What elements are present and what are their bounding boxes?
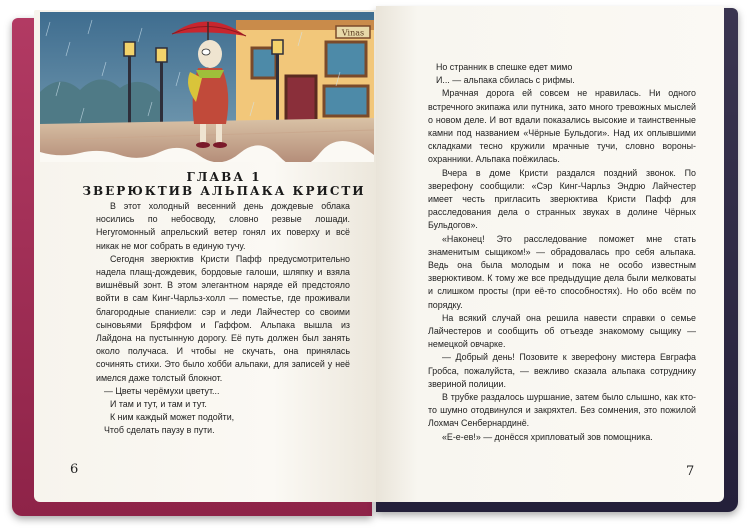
page-number-right: 7 [686,464,695,479]
page-number-left: 6 [70,462,79,477]
paragraph: Сегодня зверюктив Кристи Пафф предусмотрительно надела плащ-дождевик, бордовые галоши, шляпку и взяла вишнёвый зонт. В этом элегантном наряде ей предстояло войти в сам Кинг-Чарльз-холл — поместье, где проживали благородные спаниели: сэр и леди Лайчестер со своими сыновьями Бряффом и Гаффом. Альпака вышла из Лайдона на пустынную дорогу. Её путь должен был занять около получаса. И чтобы не скучать, она принялась сочинять стихи. Это было хобби альпаки, для записей у неё имелся даже толстый блокнот. [96,253,350,383]
verse-line: К ним каждый может подойти, [110,412,235,423]
paragraph: «Наконец! Это расследование поможет мне стать знаменитым сыщиком!» — обрадовалась про себя альпака. Ведь она была молодым и пока не особо известным зверюктивом. К тому же все предыдущие дела были мелковаты и слишком просты (при её-то способностях). Но обо всём по порядку. [428,233,696,310]
open-book [4,4,746,520]
verse-line: Чтоб сделать паузу в пути. [104,425,215,436]
left-page-text [96,200,350,438]
verse-line: Но странник в спешке едет мимо [436,62,573,72]
verse-line: И... — альпака сбилась с рифмы. [436,75,575,86]
chapter-illustration [40,12,374,162]
verse-line: — Цветы черёмухи цветут... [104,385,220,396]
right-page-text [428,61,696,444]
paragraph: В этот холодный весенний день дождевые облака носились по небосводу, словно резвые лошади. Негугомонный апрельский ветер гонял их поверху и всё никак не мог собрать в единую тучу. [96,201,350,251]
paragraph: Вчера в доме Кристи раздался поздний звонок. По зверефону сообщили: «Сэр Кинг-Чарльз Эндрю Лайчестер имеет честь пригласить зверюктива Кристи Пафф для расследования дела о странных звуках в долине Чёрных Бульдогов». [428,167,696,231]
paragraph: Мрачная дорога ей совсем не нравилась. Ни одного встречного экипажа или путника, зато много тревожных мыслей о новом деле. И вот вдали показались высокие и таинственные камни под названием «Чёрные Бульдоги». Над их оплывшими складками тесно кружили мрачные тучи, словно вороны-охранники. Альпака поёжилась. [428,88,696,165]
verse-line: И там и тут, и там и тут. [110,399,207,410]
paragraph: На всякий случай она решила навести справки о семье Лайчестеров и сообщить об отъезде знакомому сыщику — немецкой овчарке. [428,312,696,350]
chapter-title: ЗВЕРЮКТИВ АЛЬПАКА КРИСТИ [82,184,366,198]
paragraph: В трубке раздалось шуршание, затем было слышно, как кто-то шумно отодвинулся и закряхтел. Без сомнения, это пожилой Лохмач Сенбернардинё. [428,392,696,429]
sign-text: Vinas [341,28,365,38]
paragraph: «Е-е-ев!» — донёсся хрипловатый зов помощника. [442,431,653,442]
chapter-number: ГЛАВА 1 [186,170,262,184]
paragraph: — Добрый день! Позовите к зверефону мистера Евграфа Гробса, пожалуйста, — вежливо сказала альпака сотруднику звериной полиции. [428,352,696,389]
